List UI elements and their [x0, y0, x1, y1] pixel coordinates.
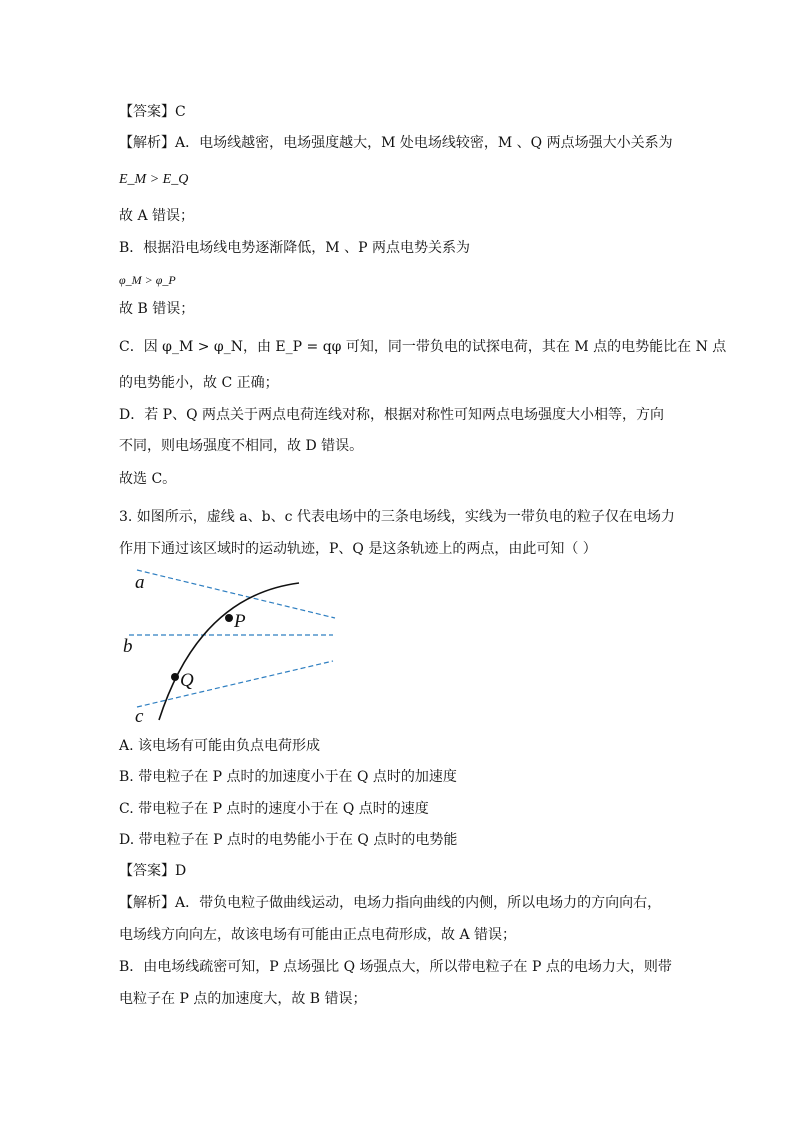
label-b: b: [123, 636, 133, 657]
q3-analysis-b-2: 电粒子在 P 点的加速度大，故 B 错误；: [119, 991, 367, 1007]
q3-answer: 【答案】D: [119, 863, 187, 879]
q3-option-d: D. 带电粒子在 P 点时的电势能小于在 Q 点时的电势能: [119, 832, 458, 848]
q2-formula-a: E_M > E_Q: [119, 172, 189, 187]
q2-analysis-d-1: D．若 P、Q 两点关于两点电荷连线对称，根据对称性可知两点电场强度大小相等，方向: [119, 407, 665, 423]
q2-analysis-c-1: C．因 φ_M > φ_N，由 E_P = qφ 可知，同一带负电的试探电荷，其在 M 点的电势能比在 N 点: [119, 339, 727, 355]
q2-analysis-d-2: 不同，则电场强度不相同，故 D 错误。: [119, 438, 364, 454]
point-p-dot: [225, 614, 233, 622]
particle-trajectory: [159, 583, 299, 720]
label-a: a: [135, 572, 145, 593]
q3-option-a: A. 该电场有可能由负点电荷形成: [119, 738, 321, 754]
q3-option-b: B. 带电粒子在 P 点时的加速度小于在 Q 点时的加速度: [119, 769, 457, 785]
q3-option-c: C. 带电粒子在 P 点时的速度小于在 Q 点时的速度: [119, 801, 429, 817]
q2-conclusion-b: 故 B 错误；: [119, 301, 195, 317]
label-p: P: [234, 611, 246, 632]
label-q: Q: [180, 670, 194, 691]
q2-analysis-b: B．根据沿电场线电势逐渐降低，M 、P 两点电势关系为: [119, 240, 470, 256]
electric-field-figure: [119, 566, 339, 726]
q3-analysis-a-1: 【解析】A．带负电粒子做曲线运动，电场力指向曲线的内侧，所以电场力的方向向右，: [119, 895, 662, 911]
q2-final: 故选 C。: [119, 471, 177, 487]
q3-stem-2: 作用下通过该区域时的运动轨迹，P、Q 是这条轨迹上的两点，由此可知（ ）: [119, 541, 597, 557]
label-c: c: [135, 706, 144, 726]
q3-analysis-b-1: B．由电场线疏密可知，P 点场强比 Q 场强点大，所以带电粒子在 P 点的电场力大，则带: [119, 959, 672, 975]
q2-analysis-a: 【解析】A．电场线越密，电场强度越大，M 处电场线较密，M 、Q 两点场强大小关系为: [119, 135, 673, 151]
point-q-dot: [171, 673, 179, 681]
q3-analysis-a-2: 电场线方向向左，故该电场有可能由正点电荷形成，故 A 错误；: [119, 927, 517, 943]
q3-stem-1: 3. 如图所示，虚线 a、b、c 代表电场中的三条电场线，实线为一带负电的粒子仅在电场力: [119, 509, 675, 525]
q2-formula-b: φ_M > φ_P: [119, 273, 176, 287]
q2-answer: 【答案】C: [119, 104, 186, 120]
q2-conclusion-a: 故 A 错误；: [119, 208, 195, 224]
q2-analysis-c-2: 的电势能小，故 C 正确；: [119, 375, 279, 391]
